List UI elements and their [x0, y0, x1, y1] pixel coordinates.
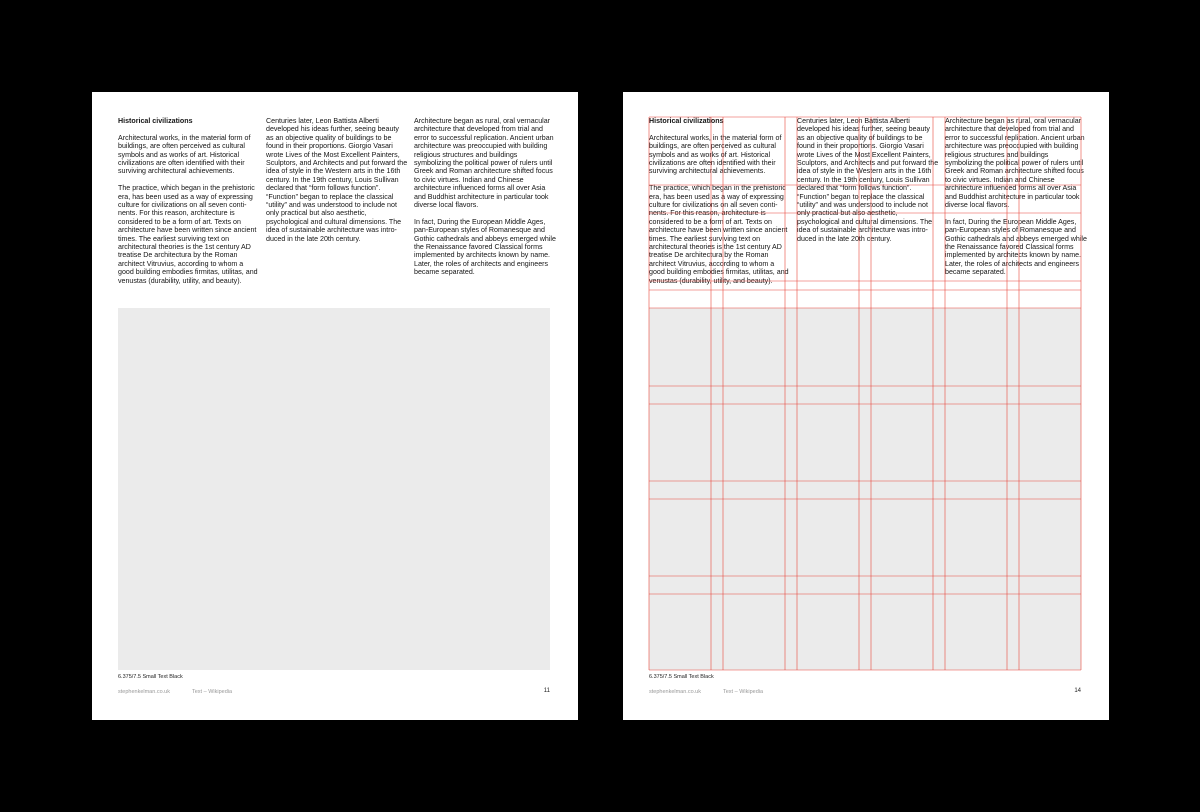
text-column-3 — [414, 117, 556, 285]
text-column-3 — [945, 117, 1087, 285]
page-number: 11 — [543, 688, 550, 694]
paragraph: Architectural works, in the material form of buildings, are often perceived as cultural symbols and as works of art. Historical civilizations are often identified with their surviving architectural achievements. — [118, 133, 251, 176]
footer-source: Text – Wikipedia — [723, 689, 764, 695]
footer-site-link[interactable]: stephenkelman.co.uk — [649, 689, 701, 695]
paragraph: The practice, which began in the prehistoric era, has been used as a way of expressing culture for civilizations on all seven conti-nents. For this reason, architecture is considered to be a form of art. Texts on architecture have been written since ancient times. The earliest surviving text on architectural theories is the 1st century AD treatise De architectura by the Roman architect Vitruvius, according to whom a good building embodies firmitas, utilitas, and venustas (durability, utility, and beauty). — [118, 184, 258, 285]
paragraph: Architectural works, in the material form of buildings, are often perceived as cultural symbols and as works of art. Historical civilizations are often identified with their surviving architectural achievements. — [649, 133, 782, 176]
paragraph: The practice, which began in the prehistoric era, has been used as a way of expressing culture for civilizations on all seven conti-nents. For this reason, architecture is considered to be a form of art. Texts on architecture have been written since ancient times. The earliest surviving text on architectural theories is the 1st century AD treatise De architectura by the Roman architect Vitruvius, according to whom a good building embodies firmitas, utilitas, and venustas (durability, utility, and beauty). — [649, 184, 789, 285]
image-placeholder — [649, 308, 1081, 670]
paragraph: Architecture began as rural, oral vernacular architecture that developed from trial and error to successful replication. Ancient urban architecture was preoccupied with building religious structures and buildings symbolizing the political power of rulers until Greek and Roman architecture shifted focus to civic virtues. Indian and Chinese architecture influenced forms all over Asia and Buddhist architecture in particular took diverse local flavors. — [945, 117, 1085, 210]
footer-site-link[interactable]: stephenkelman.co.uk — [118, 689, 170, 695]
paragraph: Architecture began as rural, oral vernacular architecture that developed from trial and error to successful replication. Ancient urban architecture was preoccupied with building religious structures and buildings symbolizing the political power of rulers until Greek and Roman architecture shifted focus to civic virtues. Indian and Chinese architecture influenced forms all over Asia and Buddhist architecture in particular took diverse local flavors. — [414, 117, 554, 210]
page-spread-left — [92, 92, 578, 720]
type-spec-caption: 6.375/7.5 Small Text Black — [649, 674, 714, 680]
text-column-1 — [649, 117, 791, 293]
page-spread-right-grid — [623, 92, 1109, 720]
paragraph: Centuries later, Leon Battista Alberti developed his ideas further, seeing beauty as an objective quality of buildings to be found in their proportions. Giorgio Vasari wrote Lives of the Most Excellent Painters, Sculptors, and Architects and put forward the idea of style in the Western arts in the 16th century. In the 19th century, Louis Sullivan declared that “form follows function”. “Function” began to replace the classical “utility” and was understood to include not only practical but also aesthetic, psychological and cultural dimensions. The idea of sustainable architecture was intro-duced in the late 20th century. — [797, 117, 939, 243]
type-spec-caption: 6.375/7.5 Small Text Black — [118, 674, 183, 680]
text-column-1 — [118, 117, 260, 293]
paragraph: In fact, During the European Middle Ages, pan-European styles of Romanesque and Gothic cathedrals and abbeys emerged while the Renaissance favored Classical forms implemented by architects known by name. Later, the roles of architects and engineers became separated. — [945, 217, 1087, 277]
section-heading: Historical civilizations — [649, 117, 724, 125]
footer-source: Text – Wikipedia — [192, 689, 233, 695]
page-number: 14 — [1074, 688, 1081, 694]
section-heading: Historical civilizations — [118, 117, 193, 125]
text-column-2 — [266, 117, 408, 251]
text-column-2 — [797, 117, 939, 251]
paragraph: Centuries later, Leon Battista Alberti developed his ideas further, seeing beauty as an objective quality of buildings to be found in their proportions. Giorgio Vasari wrote Lives of the Most Excellent Painters, Sculptors, and Architects and put forward the idea of style in the Western arts in the 16th century. In the 19th century, Louis Sullivan declared that “form follows function”. “Function” began to replace the classical “utility” and was understood to include not only practical but also aesthetic, psychological and cultural dimensions. The idea of sustainable architecture was intro-duced in the late 20th century. — [266, 117, 408, 243]
image-placeholder — [118, 308, 550, 670]
paragraph: In fact, During the European Middle Ages, pan-European styles of Romanesque and Gothic cathedrals and abbeys emerged while the Renaissance favored Classical forms implemented by architects known by name. Later, the roles of architects and engineers became separated. — [414, 217, 556, 277]
